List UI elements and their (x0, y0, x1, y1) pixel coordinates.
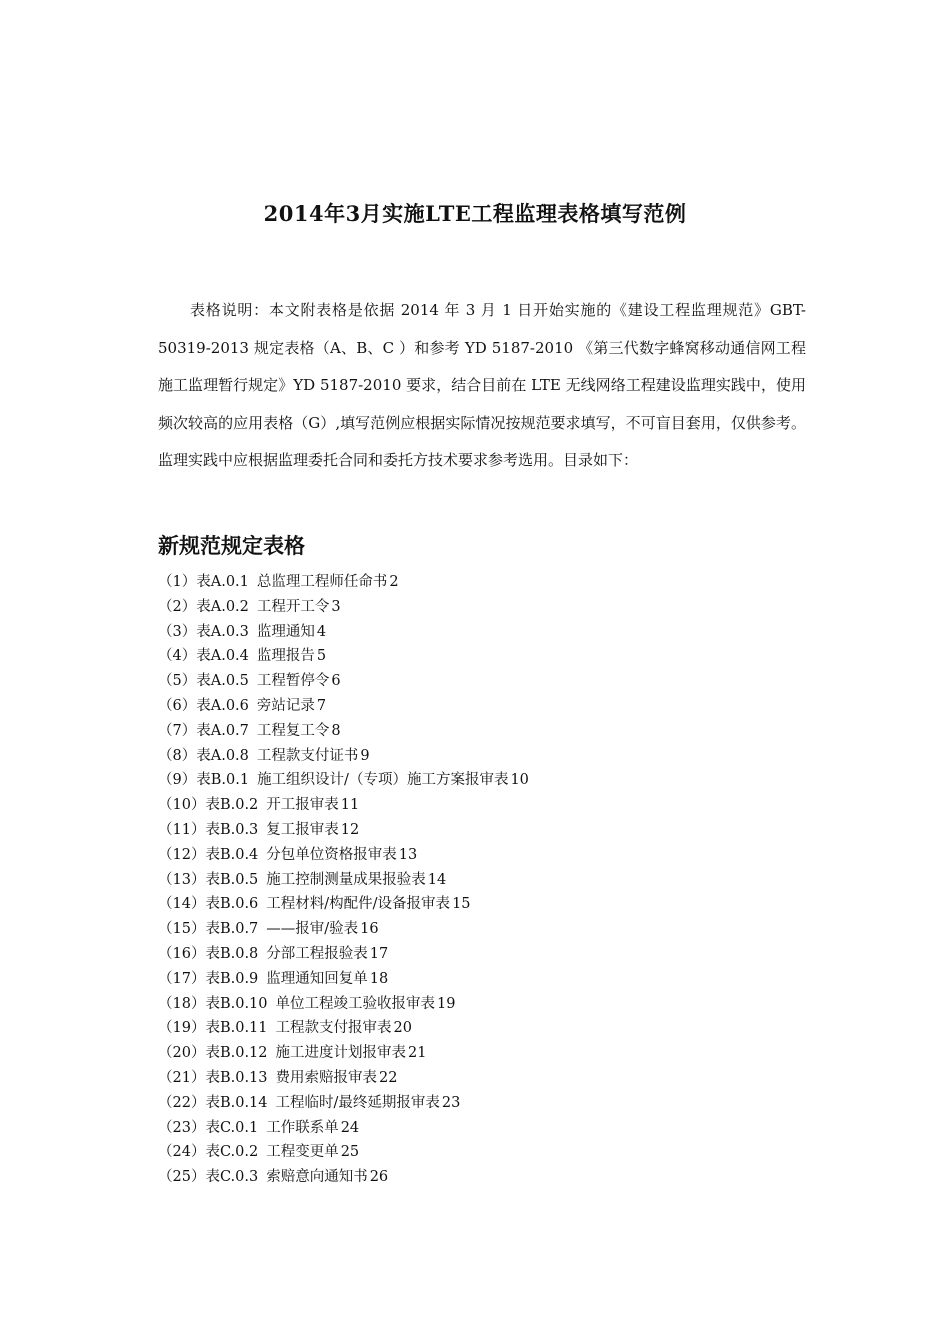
toc-entry-page: 4 (316, 623, 327, 640)
toc-entry-name: 施工组织设计/（专项）施工方案报审表 (257, 772, 509, 789)
table-of-contents (158, 570, 808, 1190)
toc-entry-code: 表A.0.7 (196, 722, 249, 739)
toc-entry[interactable] (158, 1016, 808, 1041)
toc-entry-number: （18） (158, 995, 206, 1012)
toc-entry-code: 表A.0.6 (196, 697, 249, 714)
toc-entry-number: （25） (158, 1169, 206, 1186)
toc-entry[interactable] (158, 1165, 808, 1190)
toc-entry-name: 开工报审表 (266, 797, 339, 814)
toc-entry-page: 16 (360, 921, 379, 938)
toc-entry[interactable] (158, 1091, 808, 1116)
toc-entry-page: 22 (379, 1069, 398, 1086)
toc-entry[interactable] (158, 768, 808, 793)
toc-entry-code: 表B.0.13 (205, 1069, 268, 1086)
section-heading: 新规范规定表格 (158, 533, 305, 558)
toc-entry-code: 表B.0.9 (205, 970, 259, 987)
toc-entry-code: 表A.0.3 (196, 623, 249, 640)
toc-entry[interactable] (158, 620, 808, 645)
toc-entry-code: 表A.0.1 (196, 574, 249, 590)
toc-entry-code: 表B.0.11 (205, 1020, 268, 1037)
toc-entry-number: （24） (158, 1144, 206, 1161)
toc-entry-code: 表C.0.3 (205, 1169, 259, 1186)
toc-entry-name: 复工报审表 (266, 821, 339, 838)
toc-entry-code: 表B.0.10 (205, 995, 268, 1012)
toc-entry-page: 12 (340, 821, 360, 838)
toc-entry-name: 工程复工令 (256, 722, 330, 739)
toc-entry-number: （5） (158, 673, 197, 690)
toc-entry[interactable] (158, 694, 808, 719)
toc-entry[interactable] (158, 644, 808, 669)
toc-entry-number: （12） (158, 846, 206, 863)
toc-entry-code: 表B.0.12 (205, 1045, 268, 1062)
toc-entry[interactable] (158, 669, 808, 694)
toc-entry-page: 21 (408, 1045, 427, 1062)
toc-entry-page: 14 (427, 871, 447, 888)
toc-entry-number: （22） (158, 1094, 206, 1111)
toc-entry-page: 17 (369, 945, 389, 962)
toc-entry-page: 13 (398, 846, 418, 863)
toc-entry-name: 工程款支付证书 (256, 747, 359, 764)
toc-entry-number: （17） (158, 970, 206, 987)
toc-entry[interactable] (158, 992, 808, 1017)
toc-entry[interactable] (158, 967, 808, 992)
toc-entry-name: 工程临时/最终延期报审表 (275, 1094, 440, 1111)
toc-entry-page: 24 (340, 1119, 360, 1136)
toc-entry-name: 单位工程竣工验收报审表 (275, 995, 436, 1012)
toc-entry[interactable] (158, 793, 808, 818)
toc-entry-name: 施工进度计划报审表 (275, 1045, 407, 1062)
intro-text: 表格说明：本文附表格是依据 2014 年 3 月 1 日开始实施的《建设工程监理规范》GBT-50319-2013 规定表格（A、B、C ）和参考 YD 5187-2010 《第三代数字蜂窝移动通信网工程施工监理暂行规定》YD 5187-2010 要求，结合目前在 LTE 无线网络工程建设监理实践中，使用频次较高的应用表格（G）,填写范例应根据实际情况按规范要求填写，不可盲目套用，仅供参考。监理实践中应根据监理委托合同和委托方技术要求参考选用。目录如下： (158, 301, 806, 469)
toc-entry-number: （15） (158, 921, 206, 938)
toc-entry-name: 监理通知 (256, 623, 315, 640)
toc-entry[interactable] (158, 1116, 808, 1141)
toc-entry-number: （16） (158, 945, 206, 962)
toc-entry-name: 工程暂停令 (256, 673, 330, 690)
toc-entry[interactable] (158, 917, 808, 942)
toc-entry-number: （6） (158, 697, 197, 714)
toc-entry-number: （3） (158, 623, 197, 640)
toc-entry-page: 23 (441, 1094, 461, 1111)
toc-entry-number: （13） (158, 871, 206, 888)
toc-entry-code: 表C.0.2 (205, 1144, 259, 1161)
toc-entry-name: 旁站记录 (256, 697, 315, 714)
toc-entry-number: （11） (158, 821, 206, 838)
toc-entry-page: 10 (510, 772, 529, 789)
toc-entry-name: 分部工程报验表 (266, 945, 368, 962)
toc-entry-code: 表A.0.2 (196, 598, 249, 615)
toc-entry[interactable] (158, 1140, 808, 1165)
toc-entry[interactable] (158, 1041, 808, 1066)
toc-entry[interactable] (158, 1066, 808, 1091)
toc-entry-name: ——报审/验表 (266, 921, 359, 938)
toc-entry-code: 表B.0.1 (196, 772, 250, 789)
toc-entry-number: （7） (158, 722, 197, 739)
toc-entry[interactable] (158, 868, 808, 893)
toc-entry-name: 工程款支付报审表 (275, 1020, 392, 1037)
document-title: 2014年3月实施LTE工程监理表格填写范例 (263, 201, 687, 226)
toc-entry-code: 表B.0.14 (205, 1094, 268, 1111)
toc-entry-name: 工程开工令 (256, 598, 330, 615)
toc-entry-number: （10） (158, 797, 206, 814)
toc-entry-code: 表B.0.3 (205, 821, 259, 838)
toc-entry-name: 施工控制测量成果报验表 (266, 871, 426, 888)
toc-entry-number: （9） (158, 772, 197, 789)
toc-entry-number: （19） (158, 1020, 206, 1037)
toc-entry-code: 表A.0.8 (196, 747, 249, 764)
toc-entry-name: 工程变更单 (266, 1144, 339, 1161)
toc-entry-code: 表B.0.5 (205, 871, 259, 888)
toc-entry-name: 监理报告 (256, 648, 315, 665)
toc-entry[interactable] (158, 595, 808, 620)
toc-entry-page: 5 (316, 648, 327, 665)
toc-entry-page: 2 (389, 574, 399, 590)
toc-entry-name: 总监理工程师任命书 (256, 574, 388, 590)
toc-entry-page: 26 (369, 1169, 389, 1186)
toc-entry-name: 工作联系单 (266, 1119, 339, 1136)
toc-entry-page: 11 (340, 797, 360, 814)
toc-entry-page: 8 (331, 722, 341, 739)
toc-entry-name: 索赔意向通知书 (266, 1169, 368, 1186)
toc-entry-code: 表B.0.2 (205, 797, 259, 814)
toc-entry-name: 监理通知回复单 (266, 970, 368, 987)
toc-entry-number: （2） (158, 598, 197, 615)
toc-entry-page: 6 (331, 673, 341, 690)
toc-entry[interactable] (158, 719, 808, 744)
toc-entry-code: 表A.0.5 (196, 673, 249, 690)
toc-entry-code: 表C.0.1 (205, 1119, 259, 1136)
toc-entry-code: 表B.0.4 (205, 846, 259, 863)
toc-entry-number: （4） (158, 648, 197, 665)
toc-entry-name: 费用索赔报审表 (275, 1069, 378, 1086)
toc-entry-number: （8） (158, 747, 197, 764)
toc-entry-number: （14） (158, 896, 206, 913)
toc-entry-name: 工程材料/构配件/设备报审表 (266, 896, 451, 913)
toc-entry[interactable] (158, 843, 808, 868)
toc-entry[interactable] (158, 942, 808, 967)
toc-entry-number: （21） (158, 1069, 206, 1086)
toc-entry-page: 15 (452, 896, 471, 913)
toc-entry-code: 表B.0.6 (205, 896, 259, 913)
toc-entry-page: 3 (331, 598, 341, 615)
toc-entry[interactable] (158, 892, 808, 917)
toc-entry-code: 表A.0.4 (196, 648, 249, 665)
toc-entry[interactable] (158, 818, 808, 843)
toc-entry-page: 19 (437, 995, 456, 1012)
toc-entry-code: 表B.0.8 (205, 945, 259, 962)
intro-paragraph (158, 292, 806, 480)
toc-entry-page: 9 (360, 747, 370, 764)
toc-entry-code: 表B.0.7 (205, 921, 259, 938)
toc-entry[interactable] (158, 570, 808, 595)
toc-entry[interactable] (158, 744, 808, 769)
toc-entry-number: （20） (158, 1045, 206, 1062)
toc-entry-page: 25 (340, 1144, 360, 1161)
toc-entry-number: （1） (158, 574, 197, 590)
toc-entry-page: 7 (316, 697, 327, 714)
toc-entry-page: 20 (393, 1020, 412, 1037)
toc-entry-name: 分包单位资格报审表 (266, 846, 397, 863)
toc-entry-number: （23） (158, 1119, 206, 1136)
toc-entry-page: 18 (369, 970, 389, 987)
